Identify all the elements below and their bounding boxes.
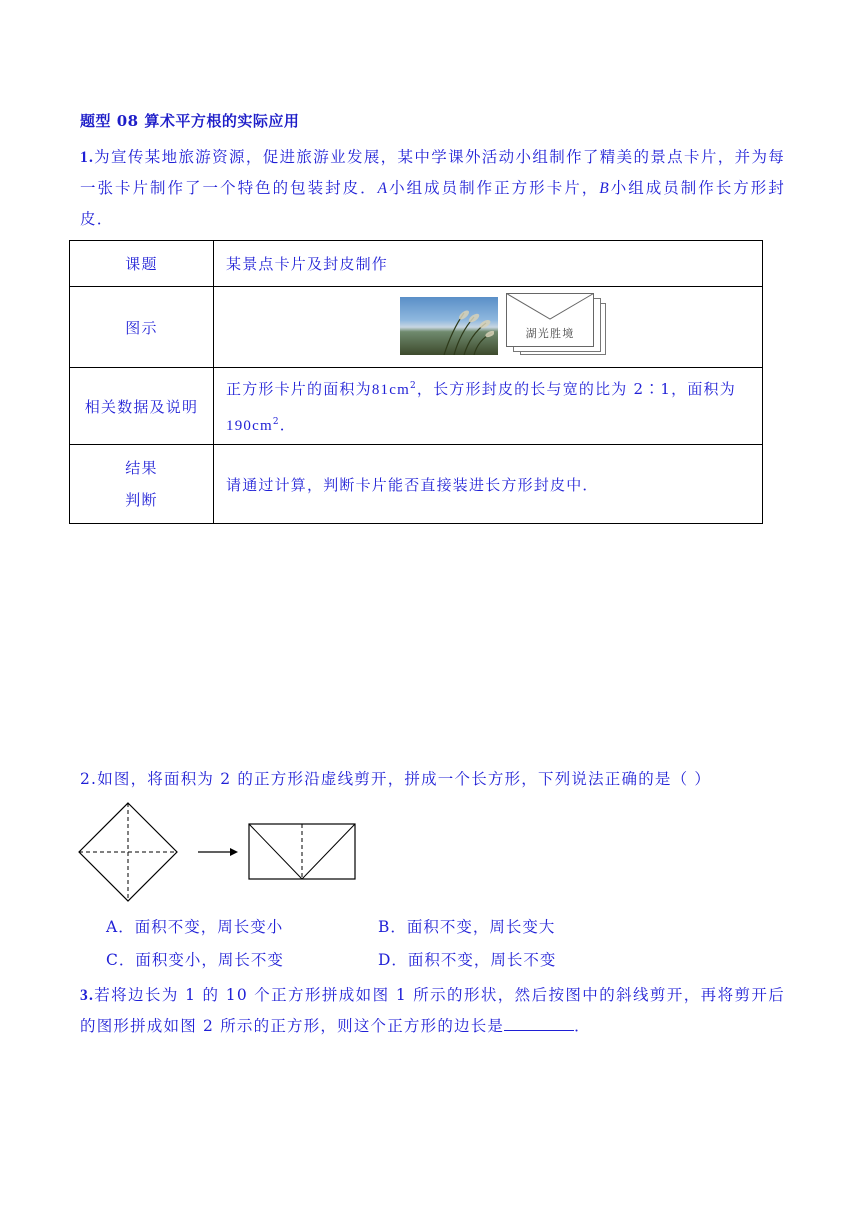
question-3-number: 3.: [80, 987, 95, 1004]
reeds-graphic: [434, 305, 494, 355]
table-row: [70, 368, 763, 445]
question-2-figure: [78, 800, 368, 904]
envelope-area-value: 190cm: [226, 418, 273, 434]
row-content-data: [214, 368, 763, 445]
row-label-topic: 课题: [70, 241, 214, 287]
figure-illustration: [226, 287, 762, 367]
square-diagram: [79, 803, 177, 901]
data-text-b: ，长方形封皮的长与宽的比为 2∶1，面积为: [416, 380, 736, 398]
row-label-data: 相关数据及说明: [70, 368, 214, 445]
result-label-line1: 结果: [125, 459, 158, 477]
section-title: 题型 08 算术平方根的实际应用: [80, 112, 300, 130]
group-b-label: B: [599, 180, 610, 197]
table-row: [70, 445, 763, 524]
envelope-label: 湖光胜境: [525, 327, 575, 340]
result-label-line2: 判断: [125, 491, 158, 509]
row-content-topic: 某景点卡片及封皮制作: [214, 241, 763, 287]
row-content-result: 请通过计算，判断卡片能否直接装进长方形封皮中．: [214, 445, 763, 524]
row-label-figure: 图示: [70, 287, 214, 368]
question-1-text-c: 小组成员制作长方形封皮．: [80, 179, 785, 228]
project-info-table: [69, 240, 763, 524]
data-text-end: ．: [279, 416, 296, 434]
choice-b[interactable]: B．面积不变，周长变大: [378, 918, 556, 936]
question-1-text: [80, 142, 785, 235]
question-3-text-a: 若将边长为 1 的 10 个正方形拼成如图 1 所示的形状，然后按图中的斜线剪开，再将剪开后的图形拼成如图 2 所示的正方形，则这个正方形的边长是: [80, 986, 785, 1035]
arrow-icon: [198, 848, 238, 856]
superscript: 2: [272, 417, 280, 427]
question-2-text: 2.如图，将面积为 2 的正方形沿虚线剪开，拼成一个长方形，下列说法正确的是（ ）: [80, 770, 712, 788]
question-1-number: 1.: [80, 149, 95, 166]
question-1-text-b: 小组成员制作正方形卡片，: [388, 179, 600, 197]
row-content-figure: [214, 287, 763, 368]
card-area-value: 81cm: [371, 382, 410, 398]
rectangle-diagram: [249, 824, 355, 879]
choice-a[interactable]: A．面积不变，周长变小: [106, 918, 284, 936]
table-row: [70, 241, 763, 287]
choice-d[interactable]: D．面积不变，周长不变: [378, 951, 557, 969]
question-3-text: [80, 980, 785, 1042]
envelope-front: [506, 293, 594, 347]
superscript: 2: [409, 381, 417, 391]
row-label-result: [70, 445, 214, 524]
answer-blank[interactable]: [504, 1014, 574, 1031]
choice-c[interactable]: C．面积变小，周长不变: [106, 951, 284, 969]
scenery-photo: [400, 297, 498, 355]
data-text-a: 正方形卡片的面积为: [226, 380, 372, 398]
question-3-text-end: ．: [574, 1017, 591, 1035]
table-row: [70, 287, 763, 368]
group-a-label: A: [377, 180, 389, 197]
question-1-text-a: 为宣传某地旅游资源，促进旅游业发展，某中学课外活动小组制作了精美的景点卡片，并为每一张卡片制作了一个特色的包装封皮．: [80, 148, 785, 197]
